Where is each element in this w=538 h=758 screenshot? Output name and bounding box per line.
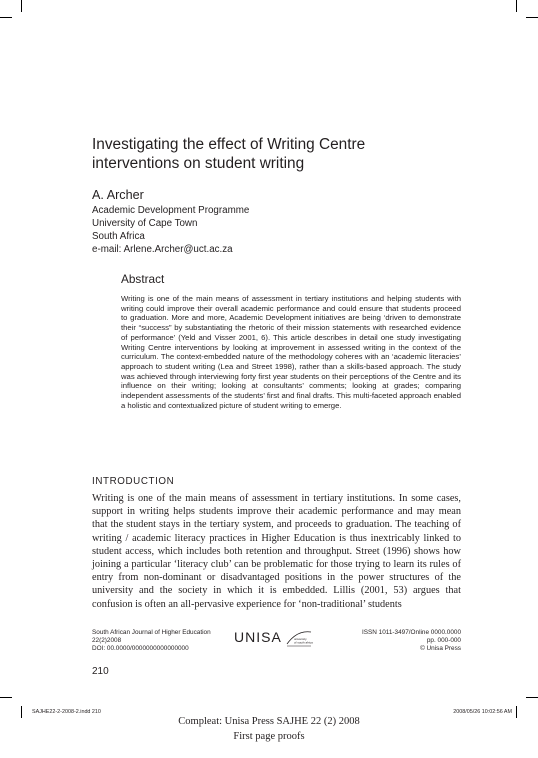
logo-wordmark: UNISA xyxy=(234,629,282,645)
affiliation-line: Academic Development Programme xyxy=(92,205,250,216)
print-slug-date: 2008/05/26 10:02:56 AM xyxy=(453,709,512,715)
abstract-heading: Abstract xyxy=(121,272,165,286)
crop-mark xyxy=(0,17,12,18)
crop-mark xyxy=(21,0,22,12)
title-line: Investigating the effect of Writing Centre xyxy=(92,136,366,153)
affiliation-line: South Africa xyxy=(92,231,145,242)
crop-mark xyxy=(516,0,517,12)
crop-mark xyxy=(526,697,538,698)
compleat-line: Compleat: Unisa Press SAJHE 22 (2) 2008 xyxy=(178,716,360,727)
logo-tagline: university xyxy=(294,637,307,641)
crop-mark xyxy=(0,697,12,698)
affiliation-line: University of Cape Town xyxy=(92,218,198,229)
page-range: pp. 000-000 xyxy=(426,637,461,645)
author-name: A. Archer xyxy=(92,188,144,202)
article-title xyxy=(92,135,452,173)
title-line: interventions on student writing xyxy=(92,155,305,172)
logo-tagline: of south africa xyxy=(294,640,313,645)
journal-info xyxy=(92,629,211,653)
journal-name: South African Journal of Higher Education xyxy=(92,629,211,636)
print-slug-file: SAJHE22-2-2008-2.indd 210 xyxy=(32,709,101,715)
abstract-text: Writing is one of the main means of assessment in tertiary institutions and helping students with writing could improve their overall academic performance and could ensure that students proceed to graduation. More and more, Academic Development initiatives are being ‘driven to demonstrate their “success” by substantiating the rhetoric of their mission statements with researched evidence of performance’ (Yeld and Visser 2001, 6). This article describes in detail one study investigating Writing Centre interventions by looking at improvement in assessed writing in the context of the curriculum. The context-embedded nature of the methodology coheres with an ‘academic literacies’ approach to student writing (Lea and Street 1998), rather than a skills-based approach. The study was achieved through interviewing forty first year students on their perceptions of the Centre and its influence on their writing; looking at consultants’ comments; looking at grades; comparing independent assessments of the students’ first and final drafts. This multi-faceted approach enabled a holistic and contextualized picture of student writing to emerge. xyxy=(121,294,461,410)
copyright: © Unisa Press xyxy=(420,645,461,653)
body-paragraph: Writing is one of the main means of assessment in tertiary institutions. In some cases, support in writing helps students improve their academic performance and may mean that the student stays in the tertiary system, and proceeds to graduation. The teaching of writing / academic literacy practices in Higher Education is thus inextricably linked to student access, which includes both retention and throughput. Street (1996) shows how joining a particular ‘literacy club’ can be problematic for those trying to learn its rules of entry from non-dominant or disadvantaged positions in the power structures of the university and the society in which it is embedded. Lillis (2001, 53) argues that confusion is often an all-pervasive experience for ‘non-traditional’ students xyxy=(92,493,461,610)
proofs-line: First page proofs xyxy=(233,731,305,742)
section-heading: INTRODUCTION xyxy=(92,476,175,487)
page-number: 210 xyxy=(92,666,109,677)
author-email: e-mail: Arlene.Archer@uct.ac.za xyxy=(92,244,233,255)
publication-info xyxy=(300,629,461,653)
journal-doi: DOI: 00.0000/0000000000000000 xyxy=(92,645,189,653)
crop-mark xyxy=(526,17,538,18)
journal-issue: 22(2)2008 xyxy=(92,637,122,645)
author-affiliation xyxy=(92,204,249,256)
issn: ISSN 1011-3497/Online 0000.0000 xyxy=(361,629,461,636)
